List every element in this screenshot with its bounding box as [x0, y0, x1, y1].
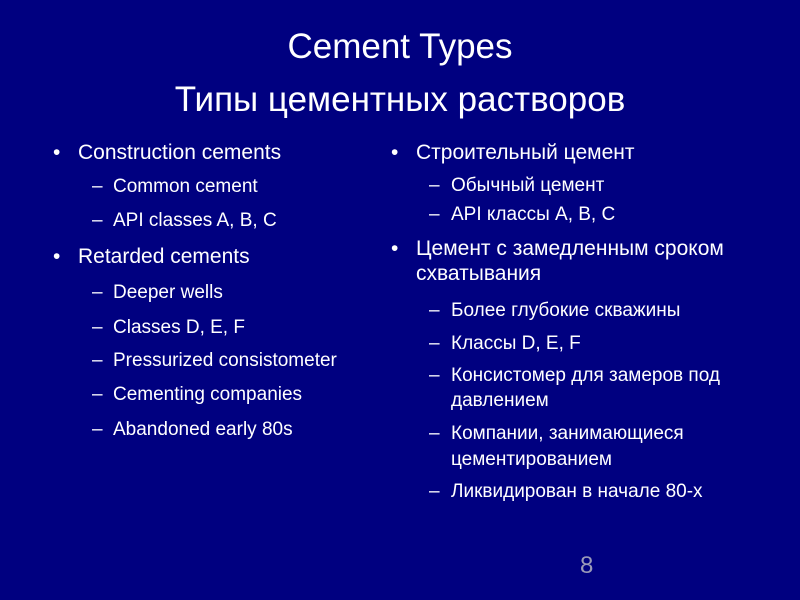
- left-sub-item: Cementing companies: [113, 384, 303, 405]
- right-sub-item: API классы A, B, C: [451, 204, 616, 225]
- left-sub-item: Pressurized consistometer: [113, 350, 337, 371]
- right-sub-item: Обычный цемент: [451, 175, 605, 196]
- page-number: 8: [580, 552, 594, 579]
- bullet-icon: •: [53, 141, 61, 164]
- bullet-icon: •: [391, 141, 399, 164]
- left-sub-item: Classes D, E, F: [113, 317, 245, 338]
- left-sub-item: Common cement: [113, 176, 258, 197]
- left-bullet-item: Retarded cements: [78, 245, 250, 268]
- right-sub-item: Более глубокие скважины: [451, 300, 681, 321]
- slide-title-en: Cement Types: [287, 27, 513, 66]
- left-sub-item: API classes A, B, C: [113, 210, 277, 231]
- dash-icon: –: [429, 423, 440, 444]
- dash-icon: –: [92, 176, 103, 197]
- dash-icon: –: [429, 333, 440, 354]
- slide-title-ru: Типы цементных растворов: [174, 80, 626, 119]
- dash-icon: –: [429, 300, 440, 321]
- dash-icon: –: [92, 210, 103, 231]
- left-sub-item: Deeper wells: [113, 282, 223, 303]
- right-bullet-item: схватывания: [416, 262, 542, 285]
- dash-icon: –: [92, 419, 103, 440]
- right-bullet-item: Цемент с замедленным сроком: [416, 237, 724, 260]
- dash-icon: –: [429, 204, 440, 225]
- right-sub-item: цементированием: [451, 449, 612, 470]
- dash-icon: –: [92, 282, 103, 303]
- dash-icon: –: [429, 481, 440, 502]
- dash-icon: –: [429, 365, 440, 386]
- right-sub-item: Ликвидирован в начале 80-х: [451, 481, 703, 502]
- right-sub-item: давлением: [451, 390, 549, 411]
- bullet-icon: •: [391, 237, 399, 260]
- right-sub-item: Консистомер для замеров под: [451, 365, 720, 386]
- right-sub-item: Компании, занимающиеся: [451, 423, 684, 444]
- left-sub-item: Abandoned early 80s: [113, 419, 293, 440]
- dash-icon: –: [92, 384, 103, 405]
- dash-icon: –: [429, 175, 440, 196]
- right-bullet-item: Строительный цемент: [416, 141, 635, 164]
- dash-icon: –: [92, 317, 103, 338]
- right-sub-item: Классы D, E, F: [451, 333, 581, 354]
- left-bullet-item: Construction cements: [78, 141, 282, 164]
- bullet-icon: •: [53, 245, 61, 268]
- dash-icon: –: [92, 350, 103, 371]
